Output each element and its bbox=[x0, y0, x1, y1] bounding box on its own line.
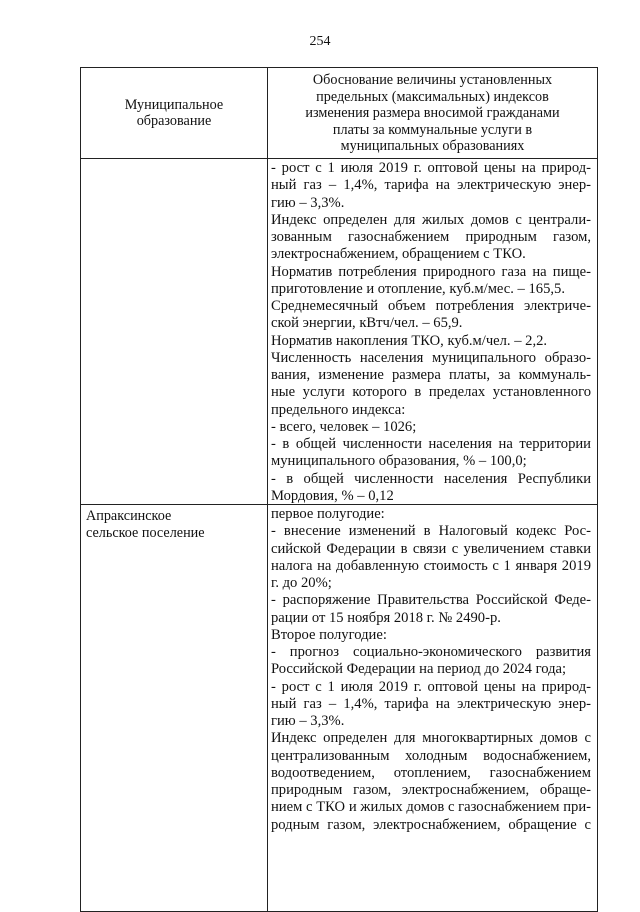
text-line: гию – 3,3%. bbox=[271, 194, 345, 211]
header-justification-label: Обоснование величины установленных предельных (максимальных) индексов изменения размера вносимой гражданами платы за коммунальные услуги в муниципальных образованиях bbox=[305, 72, 560, 154]
text-line: - всего, человек – 1026; bbox=[271, 418, 417, 435]
text-line: сийской Федерации в связи с увеличением ставки bbox=[271, 540, 591, 557]
text-line: - рост с 1 июля 2019 г. оптовой цены на природ- bbox=[271, 678, 591, 695]
text-line: природным газом, электроснабжением, обраще- bbox=[271, 782, 591, 798]
text-line: Мордовия, % – 0,12 bbox=[271, 487, 394, 504]
header-municipality-label: Муниципальное образование bbox=[124, 96, 224, 129]
text-line: родным газом, электроснабжением, обращение с bbox=[271, 816, 591, 833]
text-line: - рост с 1 июля 2019 г. оптовой цены на природ- bbox=[271, 160, 591, 176]
text-line: муниципального образования, % – 100,0; bbox=[271, 453, 527, 470]
text-line: нием с ТКО и жилых домов с газоснабжением при- bbox=[271, 799, 591, 816]
text-line: ный газ – 1,4%, тарифа на электрическую энер- bbox=[271, 695, 591, 712]
text-line: первое полугодие: bbox=[271, 506, 385, 522]
text-line: - в общей численности населения на территории bbox=[271, 436, 591, 452]
text-line: электроснабжением, обращением с ТКО. bbox=[271, 246, 526, 263]
text-line: Индекс определен для многоквартирных домов с bbox=[271, 730, 591, 747]
text-line: - в общей численности населения Республики bbox=[271, 470, 591, 487]
text-line: Второе полугодие: bbox=[271, 626, 387, 643]
row1-justification bbox=[271, 160, 591, 505]
column-divider bbox=[267, 68, 268, 911]
row2-justification bbox=[271, 506, 591, 834]
text-line: зованным газоснабжением природным газом, bbox=[271, 229, 591, 245]
text-line: Российской Федерации на период до 2024 года; bbox=[271, 661, 567, 678]
text-line: рации от 15 ноября 2018 г. № 2490-р. bbox=[271, 609, 501, 626]
indices-table bbox=[80, 67, 598, 912]
text-line: налога на добавленную стоимость с 1 января 2019 bbox=[271, 557, 591, 574]
text-line: централизованным холодным водоснабжением, bbox=[271, 747, 591, 764]
text-line: Норматив потребления природного газа на пище- bbox=[271, 263, 591, 280]
text-line: Среднемесячный объем потребления электриче- bbox=[271, 298, 591, 314]
page-number: 254 bbox=[309, 34, 331, 49]
text-line: Норматив накопления ТКО, куб.м/чел. – 2,2. bbox=[271, 332, 548, 349]
text-line: гию – 3,3%. bbox=[271, 713, 345, 729]
text-line: - распоряжение Правительства Российской Феде- bbox=[271, 592, 591, 609]
header-divider bbox=[81, 158, 597, 159]
text-line: - внесение изменений в Налоговый кодекс Рос- bbox=[271, 523, 591, 540]
text-line: ный газ – 1,4%, тарифа на электрическую энер- bbox=[271, 177, 591, 194]
text-line: ные услуги которого в пределах установленного bbox=[271, 384, 591, 401]
header-municipality bbox=[81, 68, 267, 158]
text-line: ской энергии, кВтч/чел. – 65,9. bbox=[271, 315, 463, 332]
text-line: - прогноз социально-экономического развития bbox=[271, 644, 591, 660]
text-line: Индекс определен для жилых домов с централи- bbox=[271, 211, 591, 228]
text-line: вания, изменение размера платы, за коммуналь- bbox=[271, 367, 591, 383]
text-line: водоотведением, отоплением, газоснабжением bbox=[271, 764, 591, 781]
text-line: Численность населения муниципального образо- bbox=[271, 349, 591, 366]
text-line: г. до 20%; bbox=[271, 575, 332, 591]
text-line: приготовление и отопление, куб.м/мес. – 165,5. bbox=[271, 280, 565, 297]
header-justification bbox=[268, 72, 597, 155]
text-line: предельного индекса: bbox=[271, 401, 406, 418]
municipality-name: Апраксинское сельское поселение bbox=[86, 508, 205, 541]
